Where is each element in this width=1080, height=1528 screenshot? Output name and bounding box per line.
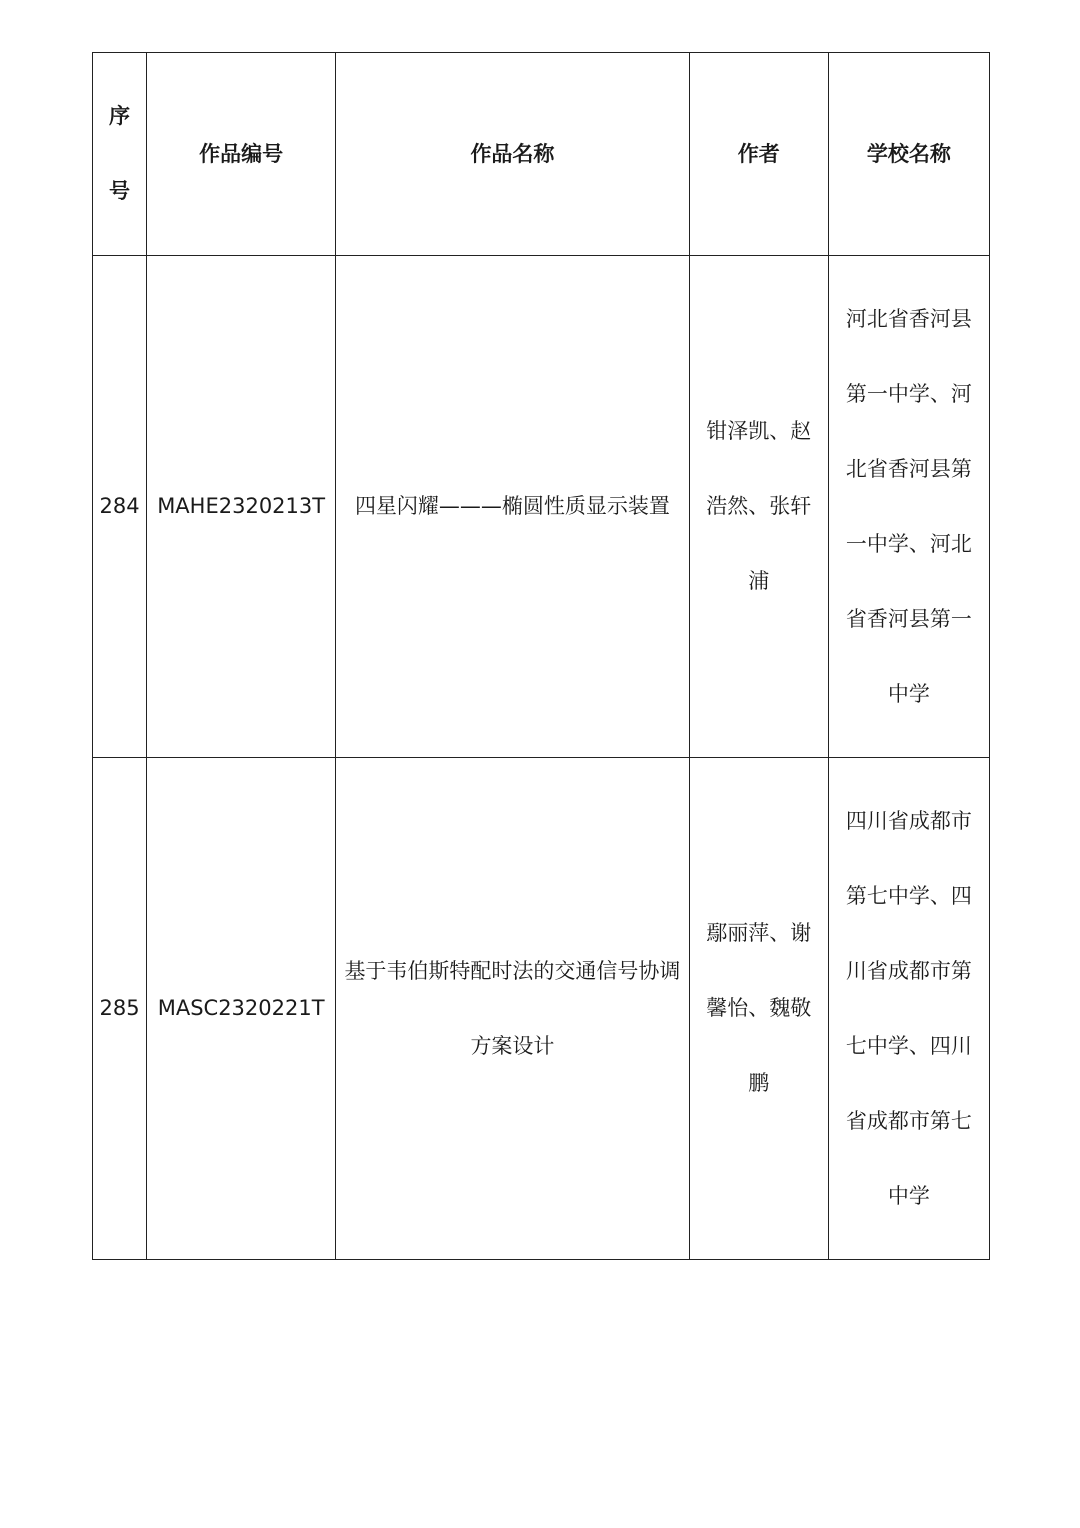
header-no: 序号 xyxy=(93,53,147,256)
cell-code: MAHE2320213T xyxy=(147,256,336,758)
table-header-row xyxy=(93,53,990,256)
cell-author: 鄢丽萍、谢馨怡、魏敬鹏 xyxy=(689,758,828,1260)
cell-author: 钳泽凯、赵浩然、张轩浦 xyxy=(689,256,828,758)
header-name: 作品名称 xyxy=(336,53,689,256)
header-author: 作者 xyxy=(689,53,828,256)
cell-school: 河北省香河县第一中学、河北省香河县第一中学、河北省香河县第一中学 xyxy=(828,256,989,758)
cell-code: MASC2320221T xyxy=(147,758,336,1260)
cell-name: 四星闪耀———椭圆性质显示装置 xyxy=(336,256,689,758)
cell-school: 四川省成都市第七中学、四川省成都市第七中学、四川省成都市第七中学 xyxy=(828,758,989,1260)
header-school: 学校名称 xyxy=(828,53,989,256)
table-row xyxy=(93,758,990,1260)
header-code: 作品编号 xyxy=(147,53,336,256)
table-row xyxy=(93,256,990,758)
cell-no: 285 xyxy=(93,758,147,1260)
cell-name: 基于韦伯斯特配时法的交通信号协调方案设计 xyxy=(336,758,689,1260)
cell-no: 284 xyxy=(93,256,147,758)
awards-table xyxy=(92,52,990,1260)
